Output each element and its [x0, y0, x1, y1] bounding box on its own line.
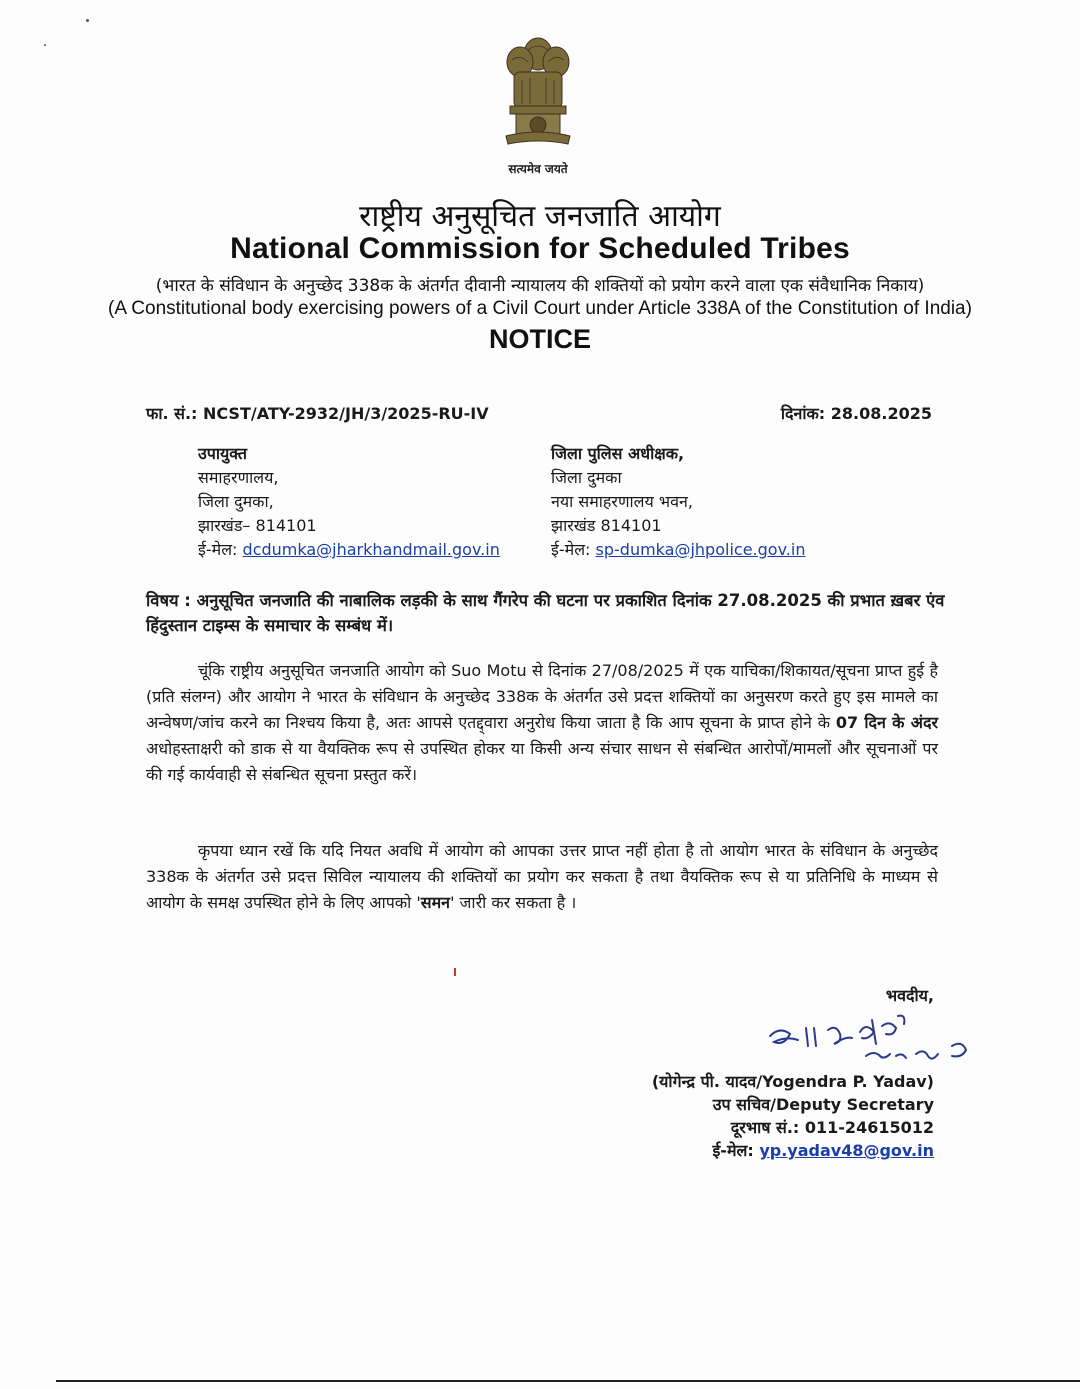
paragraph-text: ' जारी कर सकता है ।	[450, 893, 577, 912]
org-subtitle-hindi: (भारत के संविधान के अनुच्छेद 338क के अंतर्गत दीवानी न्यायालय की शक्तियों को प्रयोग करने वाला एक संवैधानिक निकाय)	[155, 276, 925, 296]
body-paragraph-1	[146, 658, 938, 788]
email-link[interactable]: sp-dumka@jhpolice.gov.in	[595, 540, 806, 559]
addressee-deputy-commissioner	[198, 442, 500, 562]
emblem-motto: सत्यमेव जयते	[508, 162, 568, 176]
address-line: जिला दुमका,	[198, 492, 274, 511]
summons-emphasis: समन	[420, 893, 451, 912]
notice-subject: विषय : अनुसूचित जनजाति की नाबालिक लड़की के साथ गैंगरेप की घटना पर प्रकाशित दिनांक 27.08.2025 की प्रभात ख़बर एंव हिंदुस्तान टाइम्स के समाचार के सम्बंध में।	[146, 591, 945, 635]
scan-speck	[44, 44, 46, 46]
file-number: फा. सं.: NCST/ATY-2932/JH/3/2025-RU-IV	[146, 404, 489, 423]
notice-date: दिनांक: 28.08.2025	[780, 404, 932, 423]
address-line: नया समाहरणालय भवन,	[551, 492, 693, 511]
address-line: झारखंड 814101	[551, 516, 662, 535]
paragraph-text: कृपया ध्यान रखें कि यदि नियत अवधि में आयोग को आपका उत्तर प्राप्त नहीं होता है तो आयोग भारत के संविधान के अनुच्छेद 338क के अंतर्गत उसे प्रदत्त सिविल न्यायालय की शक्तियों का प्रयोग कर सकता है तथा वैयक्तिक रूप से या प्रतिनिधि के माध्यम से आयोग के समक्ष उपस्थित होने के लिए आपको '	[146, 841, 938, 912]
closing-salutation: भवदीय,	[885, 986, 934, 1005]
email-line	[198, 538, 500, 562]
org-name-hindi: राष्ट्रीय अनुसूचित जनजाति आयोग	[359, 199, 721, 234]
scan-speck	[86, 19, 89, 22]
org-subtitle-english: (A Constitutional body exercising powers of a Civil Court under Article 338A of the Constitution of India)	[108, 298, 972, 319]
addressee-title: उपायुक्त	[198, 444, 247, 463]
paragraph-text: अधोहस्ताक्षरी को डाक से या वैयक्तिक रूप से उपस्थित होकर या किसी अन्य संचार साधन से संबन्धित आरोपों/मामलों और सूचनाओं पर की गई कार्यवाही से संबन्धित सूचना प्रस्तुत करें।	[146, 739, 938, 784]
address-line: जिला दुमका	[551, 468, 622, 487]
signatory-email-link[interactable]: yp.yadav48@gov.in	[759, 1141, 934, 1160]
paragraph-text: चूंकि राष्ट्रीय अनुसूचित जनजाति आयोग को Suo Motu से दिनांक 27/08/2025 में एक याचिका/शिकायत/सूचना प्राप्त हुई है (प्रति संलग्न) और आयोग ने भारत के संविधान के अनुच्छेद 338क के अंतर्गत उसे प्रदत्त शक्तियों का अनुसरण करते हुए इस मामले का अन्वेषण/जांच करने का निश्चय किया है, अतः आपसे एतद्द्वारा अनुरोध किया जाता है कि आप सूचना के प्राप्त होने के	[146, 661, 938, 732]
page-bottom-rule	[56, 1380, 1080, 1382]
signatory-name: (योगेन्द्र पी. यादव/Yogendra P. Yadav)	[651, 1072, 934, 1091]
ink-mark	[454, 968, 456, 976]
email-link[interactable]: dcdumka@jharkhandmail.gov.in	[242, 540, 500, 559]
addressee-superintendent-of-police	[551, 442, 805, 562]
deadline-emphasis: 07 दिन के अंदर	[835, 713, 938, 732]
email-line	[551, 538, 805, 562]
email-label: ई-मेल:	[198, 540, 243, 559]
signatory-block	[652, 1070, 934, 1162]
addressee-title: जिला पुलिस अधीक्षक,	[551, 444, 685, 463]
notice-heading: NOTICE	[488, 324, 591, 354]
lion-capital-icon	[488, 32, 588, 162]
org-name-english: National Commission for Scheduled Tribes	[230, 232, 850, 265]
national-emblem	[488, 32, 588, 182]
address-line: झारखंड– 814101	[198, 516, 317, 535]
email-label: ई-मेल:	[712, 1141, 760, 1160]
body-paragraph-2	[146, 838, 938, 916]
email-label: ई-मेल:	[551, 540, 596, 559]
signatory-designation: उप सचिव/Deputy Secretary	[712, 1095, 934, 1114]
signatory-phone: दूरभाष सं.: 011-24615012	[730, 1118, 934, 1137]
signatory-email-line	[652, 1139, 934, 1162]
handwritten-signature	[756, 1006, 986, 1068]
address-line: समाहरणालय,	[198, 468, 279, 487]
